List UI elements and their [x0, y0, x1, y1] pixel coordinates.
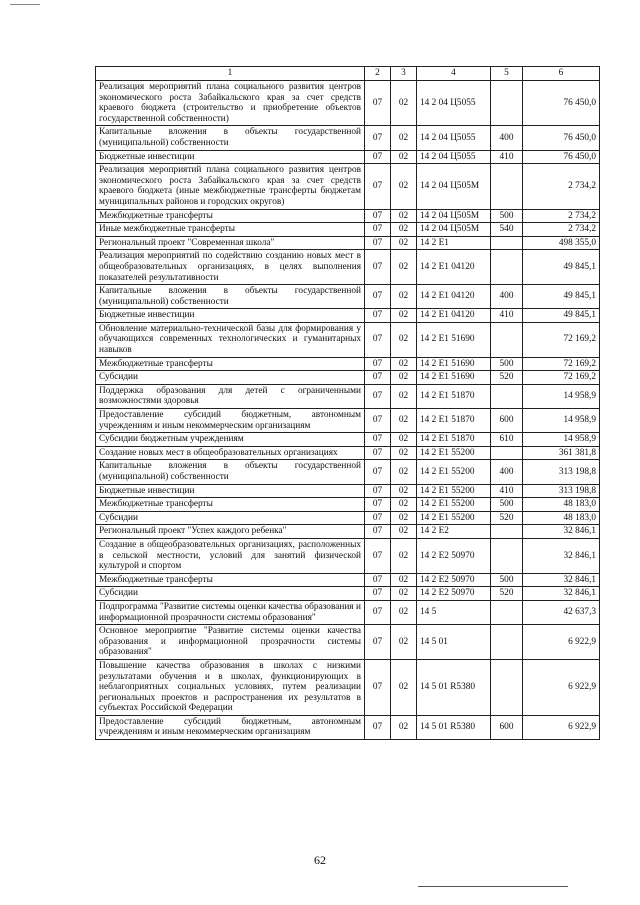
table-row — [96, 309, 600, 323]
cell-amount: 49 845,1 — [523, 250, 600, 285]
cell-target-code: 14 2 E2 — [417, 525, 491, 539]
table-row — [96, 81, 600, 126]
cell-expense-type: 500 — [491, 573, 523, 587]
col-header-section: 2 — [365, 67, 391, 81]
cell-expense-type: 410 — [491, 150, 523, 164]
cell-name: Бюджетные инвестиции — [96, 484, 365, 498]
budget-table — [95, 66, 600, 740]
cell-amount: 72 169,2 — [523, 357, 600, 371]
cell-target-code: 14 2 E2 50970 — [417, 573, 491, 587]
cell-section: 07 — [365, 525, 391, 539]
cell-amount: 313 198,8 — [523, 460, 600, 484]
cell-expense-type: 400 — [491, 126, 523, 150]
cell-subsection: 02 — [391, 573, 417, 587]
cell-subsection: 02 — [391, 446, 417, 460]
cell-amount: 72 169,2 — [523, 371, 600, 385]
col-header-target-code: 4 — [417, 67, 491, 81]
col-header-subsection: 3 — [391, 67, 417, 81]
table-row — [96, 525, 600, 539]
cell-section: 07 — [365, 659, 391, 715]
cell-name: Повышение качества образования в школах с низкими результатами обучения и в школах, функционирующих в неблагоприятных социальных условиях, путем реализации региональных проектов и распространения их результатов в субъектах Российской Федерации — [96, 659, 365, 715]
cell-name: Бюджетные инвестиции — [96, 150, 365, 164]
cell-target-code: 14 2 04 Ц505М — [417, 223, 491, 237]
cell-subsection: 02 — [391, 209, 417, 223]
cell-expense-type — [491, 659, 523, 715]
cell-target-code: 14 2 E2 50970 — [417, 587, 491, 601]
cell-target-code: 14 2 E1 04120 — [417, 309, 491, 323]
cell-expense-type — [491, 322, 523, 357]
cell-subsection: 02 — [391, 511, 417, 525]
cell-name: Капитальные вложения в объекты государственной (муниципальной) собственности — [96, 285, 365, 309]
table-row — [96, 625, 600, 660]
cell-target-code: 14 2 E1 55200 — [417, 460, 491, 484]
table-row — [96, 285, 600, 309]
cell-name: Межбюджетные трансферты — [96, 498, 365, 512]
cell-expense-type: 500 — [491, 357, 523, 371]
cell-section: 07 — [365, 309, 391, 323]
cell-section: 07 — [365, 384, 391, 408]
table-row — [96, 498, 600, 512]
cell-target-code: 14 2 E1 51870 — [417, 409, 491, 433]
cell-amount: 2 734,2 — [523, 209, 600, 223]
table-row — [96, 538, 600, 573]
footer-line — [418, 886, 568, 887]
cell-name: Реализация мероприятий плана социального развития центров экономического роста Забайкальского края за счет средств краевого бюджета (иные межбюджетные трансферты бюджетам муниципальных районов и городских округов) — [96, 164, 365, 209]
cell-subsection: 02 — [391, 498, 417, 512]
cell-expense-type — [491, 525, 523, 539]
cell-target-code: 14 2 E1 51690 — [417, 357, 491, 371]
cell-amount: 14 958,9 — [523, 384, 600, 408]
cell-target-code: 14 2 E1 04120 — [417, 250, 491, 285]
cell-section: 07 — [365, 484, 391, 498]
table-row — [96, 600, 600, 624]
cell-target-code: 14 2 04 Ц5055 — [417, 81, 491, 126]
cell-name: Субсидии бюджетным учреждениям — [96, 433, 365, 447]
cell-target-code: 14 2 E1 — [417, 236, 491, 250]
cell-section: 07 — [365, 498, 391, 512]
table-row — [96, 715, 600, 739]
cell-amount: 49 845,1 — [523, 285, 600, 309]
table-body — [96, 81, 600, 740]
cell-subsection: 02 — [391, 525, 417, 539]
cell-amount: 32 846,1 — [523, 587, 600, 601]
table-row — [96, 659, 600, 715]
col-header-name: 1 — [96, 67, 365, 81]
cell-subsection: 02 — [391, 460, 417, 484]
cell-target-code: 14 2 04 Ц5055 — [417, 126, 491, 150]
scan-mark-top-left — [10, 4, 40, 5]
cell-section: 07 — [365, 511, 391, 525]
cell-name: Капитальные вложения в объекты государственной (муниципальной) собственности — [96, 460, 365, 484]
cell-name: Обновление материально-технической базы для формирования у обучающихся современных технологических и гуманитарных навыков — [96, 322, 365, 357]
cell-amount: 48 183,0 — [523, 498, 600, 512]
table-row — [96, 322, 600, 357]
cell-section: 07 — [365, 715, 391, 739]
cell-subsection: 02 — [391, 600, 417, 624]
cell-expense-type — [491, 236, 523, 250]
cell-amount: 6 922,9 — [523, 715, 600, 739]
table-row — [96, 236, 600, 250]
cell-section: 07 — [365, 81, 391, 126]
table-row — [96, 484, 600, 498]
cell-expense-type — [491, 538, 523, 573]
cell-amount: 72 169,2 — [523, 322, 600, 357]
cell-subsection: 02 — [391, 357, 417, 371]
cell-name: Бюджетные инвестиции — [96, 309, 365, 323]
cell-amount: 2 734,2 — [523, 223, 600, 237]
cell-name: Поддержка образования для детей с ограниченными возможностями здоровья — [96, 384, 365, 408]
cell-expense-type: 520 — [491, 511, 523, 525]
cell-name: Создание новых мест в общеобразовательных организациях — [96, 446, 365, 460]
cell-expense-type: 410 — [491, 484, 523, 498]
cell-subsection: 02 — [391, 250, 417, 285]
cell-section: 07 — [365, 587, 391, 601]
cell-section: 07 — [365, 433, 391, 447]
cell-section: 07 — [365, 371, 391, 385]
cell-subsection: 02 — [391, 309, 417, 323]
cell-amount: 32 846,1 — [523, 525, 600, 539]
cell-name: Подпрограмма "Развитие системы оценки качества образования и информационной прозрачности системы образования" — [96, 600, 365, 624]
cell-amount: 361 381,8 — [523, 446, 600, 460]
cell-expense-type: 540 — [491, 223, 523, 237]
cell-name: Предоставление субсидий бюджетным, автономным учреждениям и иным некоммерческим организациям — [96, 715, 365, 739]
cell-section: 07 — [365, 625, 391, 660]
cell-target-code: 14 5 01 — [417, 625, 491, 660]
table-row — [96, 357, 600, 371]
cell-amount: 313 198,8 — [523, 484, 600, 498]
cell-target-code: 14 2 E1 55200 — [417, 446, 491, 460]
cell-expense-type: 410 — [491, 309, 523, 323]
cell-target-code: 14 2 E1 51870 — [417, 384, 491, 408]
cell-amount: 6 922,9 — [523, 659, 600, 715]
cell-section: 07 — [365, 126, 391, 150]
cell-section: 07 — [365, 322, 391, 357]
cell-target-code: 14 2 E1 55200 — [417, 498, 491, 512]
table-row — [96, 433, 600, 447]
table-row — [96, 164, 600, 209]
cell-name: Капитальные вложения в объекты государственной (муниципальной) собственности — [96, 126, 365, 150]
cell-name: Региональный проект "Успех каждого ребенка" — [96, 525, 365, 539]
cell-target-code: 14 5 01 R5380 — [417, 659, 491, 715]
cell-amount: 76 450,0 — [523, 81, 600, 126]
cell-name: Региональный проект "Современная школа" — [96, 236, 365, 250]
cell-subsection: 02 — [391, 384, 417, 408]
cell-name: Создание в общеобразовательных организациях, расположенных в сельской местности, условий для занятий физической культурой и спортом — [96, 538, 365, 573]
cell-amount: 48 183,0 — [523, 511, 600, 525]
cell-subsection: 02 — [391, 409, 417, 433]
cell-amount: 42 637,3 — [523, 600, 600, 624]
cell-expense-type — [491, 446, 523, 460]
cell-section: 07 — [365, 150, 391, 164]
cell-subsection: 02 — [391, 484, 417, 498]
cell-target-code: 14 2 E1 55200 — [417, 484, 491, 498]
table-row — [96, 409, 600, 433]
cell-section: 07 — [365, 600, 391, 624]
col-header-expense-type: 5 — [491, 67, 523, 81]
cell-section: 07 — [365, 409, 391, 433]
cell-name: Субсидии — [96, 511, 365, 525]
page-number: 62 — [314, 853, 326, 867]
cell-section: 07 — [365, 250, 391, 285]
cell-amount: 76 450,0 — [523, 150, 600, 164]
cell-subsection: 02 — [391, 164, 417, 209]
table-row — [96, 587, 600, 601]
cell-amount: 14 958,9 — [523, 409, 600, 433]
cell-target-code: 14 2 E1 51690 — [417, 371, 491, 385]
table-row — [96, 573, 600, 587]
cell-subsection: 02 — [391, 223, 417, 237]
cell-expense-type: 400 — [491, 285, 523, 309]
cell-expense-type: 520 — [491, 587, 523, 601]
cell-expense-type: 500 — [491, 209, 523, 223]
table-row — [96, 384, 600, 408]
cell-expense-type: 600 — [491, 409, 523, 433]
cell-subsection: 02 — [391, 150, 417, 164]
cell-subsection: 02 — [391, 538, 417, 573]
cell-amount: 2 734,2 — [523, 164, 600, 209]
cell-section: 07 — [365, 357, 391, 371]
cell-target-code: 14 2 E1 51870 — [417, 433, 491, 447]
cell-subsection: 02 — [391, 285, 417, 309]
table-row — [96, 150, 600, 164]
cell-expense-type: 520 — [491, 371, 523, 385]
cell-subsection: 02 — [391, 126, 417, 150]
cell-name: Межбюджетные трансферты — [96, 357, 365, 371]
cell-subsection: 02 — [391, 715, 417, 739]
cell-subsection: 02 — [391, 371, 417, 385]
cell-expense-type — [491, 625, 523, 660]
cell-target-code: 14 2 04 Ц505М — [417, 209, 491, 223]
table-row — [96, 250, 600, 285]
cell-section: 07 — [365, 164, 391, 209]
cell-target-code: 14 5 01 R5380 — [417, 715, 491, 739]
cell-subsection: 02 — [391, 659, 417, 715]
cell-section: 07 — [365, 538, 391, 573]
cell-amount: 498 355,0 — [523, 236, 600, 250]
cell-name: Реализация мероприятий по содействию созданию новых мест в общеобразовательных организациях, в целях выполнения показателей результативности — [96, 250, 365, 285]
cell-name: Реализация мероприятий плана социального развития центров экономического роста Забайкальского края за счет средств краевого бюджета (строительство и приобретение объектов государственной собственности) — [96, 81, 365, 126]
cell-section: 07 — [365, 209, 391, 223]
cell-subsection: 02 — [391, 236, 417, 250]
cell-expense-type — [491, 164, 523, 209]
cell-subsection: 02 — [391, 433, 417, 447]
cell-expense-type: 600 — [491, 715, 523, 739]
cell-subsection: 02 — [391, 322, 417, 357]
cell-name: Субсидии — [96, 371, 365, 385]
cell-amount: 14 958,9 — [523, 433, 600, 447]
cell-expense-type — [491, 250, 523, 285]
cell-expense-type — [491, 384, 523, 408]
cell-target-code: 14 2 E1 04120 — [417, 285, 491, 309]
cell-target-code: 14 2 E1 55200 — [417, 511, 491, 525]
table-row — [96, 209, 600, 223]
cell-expense-type — [491, 81, 523, 126]
cell-amount: 32 846,1 — [523, 573, 600, 587]
table-row — [96, 223, 600, 237]
cell-amount: 49 845,1 — [523, 309, 600, 323]
table-row — [96, 511, 600, 525]
cell-section: 07 — [365, 223, 391, 237]
cell-section: 07 — [365, 446, 391, 460]
cell-name: Предоставление субсидий бюджетным, автономным учреждениям и иным некоммерческим организациям — [96, 409, 365, 433]
cell-expense-type — [491, 600, 523, 624]
cell-name: Субсидии — [96, 587, 365, 601]
table-row — [96, 371, 600, 385]
cell-target-code: 14 2 E1 51690 — [417, 322, 491, 357]
cell-name: Иные межбюджетные трансферты — [96, 223, 365, 237]
table-row — [96, 460, 600, 484]
cell-subsection: 02 — [391, 587, 417, 601]
table-row — [96, 446, 600, 460]
cell-name: Межбюджетные трансферты — [96, 209, 365, 223]
cell-subsection: 02 — [391, 625, 417, 660]
cell-expense-type: 400 — [491, 460, 523, 484]
cell-amount: 32 846,1 — [523, 538, 600, 573]
cell-target-code: 14 2 04 Ц505М — [417, 164, 491, 209]
cell-target-code: 14 5 — [417, 600, 491, 624]
cell-subsection: 02 — [391, 81, 417, 126]
cell-name: Межбюджетные трансферты — [96, 573, 365, 587]
header-row — [96, 67, 600, 81]
cell-section: 07 — [365, 460, 391, 484]
cell-expense-type: 610 — [491, 433, 523, 447]
cell-section: 07 — [365, 573, 391, 587]
col-header-amount: 6 — [523, 67, 600, 81]
table-row — [96, 126, 600, 150]
cell-section: 07 — [365, 236, 391, 250]
cell-amount: 76 450,0 — [523, 126, 600, 150]
cell-amount: 6 922,9 — [523, 625, 600, 660]
cell-name: Основное мероприятие "Развитие системы оценки качества образования и информационной прозрачности системы образования" — [96, 625, 365, 660]
cell-target-code: 14 2 04 Ц5055 — [417, 150, 491, 164]
cell-target-code: 14 2 E2 50970 — [417, 538, 491, 573]
cell-expense-type: 500 — [491, 498, 523, 512]
cell-section: 07 — [365, 285, 391, 309]
